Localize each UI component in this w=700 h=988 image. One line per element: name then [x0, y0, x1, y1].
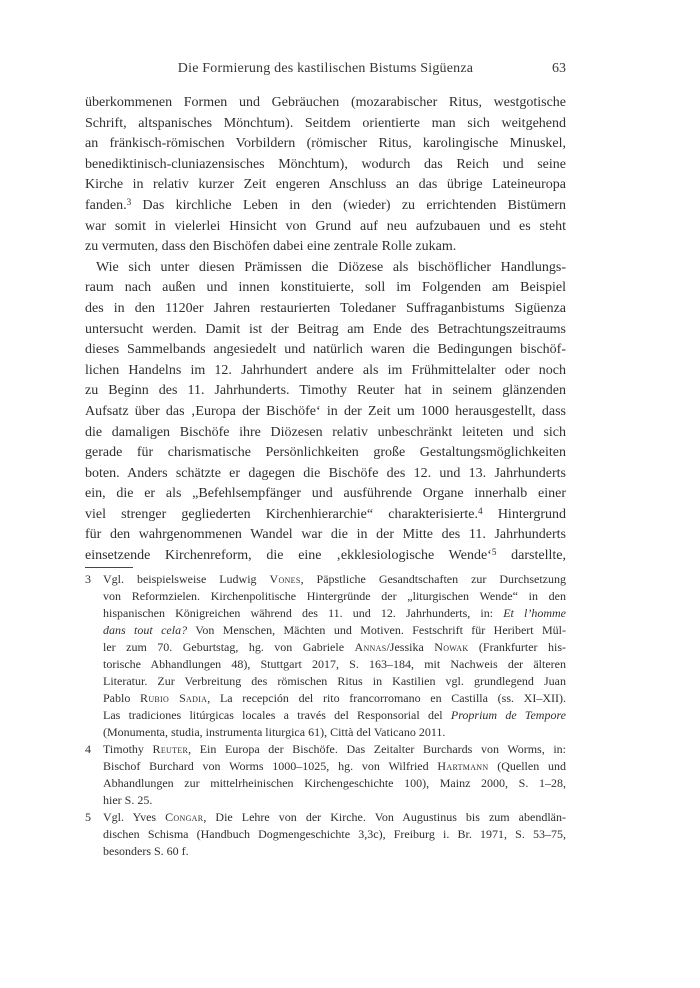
text-run: dieses Sammelbands angesiedelt und natürlich waren die Bedingungen bischöf-: [85, 342, 566, 358]
text-run: Schrift, altspanisches Mönchtum). Seitdem orientierte man sich weitgehend: [85, 115, 566, 131]
body-text-line: [85, 361, 566, 382]
text-run: einsetzende Kirchenreform, die eine ‚ekklesiologische Wende‘: [85, 548, 492, 564]
footnote-number: 4: [85, 742, 91, 756]
body-text-line: [85, 320, 566, 341]
body-text-line: [85, 134, 566, 155]
footnote-line: [85, 826, 566, 843]
footnote-line: [85, 775, 566, 792]
text-run: zu Beginn des 11. Jahrhunderts. Timothy Reuter hat in seinem glänzenden: [85, 383, 566, 399]
running-header-title: Die Formierung des kastilischen Bistums Sigüenza: [177, 61, 474, 76]
text-run: Literatur. Zur Verbreitung des römischen Ritus in Kastilien vgl. grundlegend Juan: [103, 674, 566, 688]
running-header: [85, 60, 566, 78]
text-run: fanden.: [85, 197, 127, 213]
smallcaps-name: Hartmann: [437, 759, 489, 773]
body-text-line: [85, 484, 566, 505]
footnote-line: [85, 571, 566, 588]
footnote-marker: 4: [478, 505, 483, 516]
text-run: überkommenen Formen und Gebräuchen (mozarabischer Ritus, westgotische: [85, 95, 566, 110]
footnotes: [85, 571, 566, 860]
italic-text: Et l’homme: [503, 606, 566, 620]
text-run: boten. Anders schätzte er dagegen die Bischöfe des 12. und 13. Jahrhunderts: [85, 465, 566, 481]
smallcaps-name: Annas: [354, 640, 387, 654]
footnote-line: [85, 588, 566, 605]
text-run: Das kirchliche Leben in den (wieder) zu errichtenden Bistümern: [131, 197, 566, 213]
text-run: , Päpstliche Gesandtschaften zur Durchsetzung: [300, 572, 566, 586]
smallcaps-name: Reuter: [152, 742, 189, 756]
text-run: (Frankfurter his-: [468, 640, 566, 654]
footnote-line: [85, 707, 566, 724]
text-run: dischen Schisma (Handbuch Dogmengeschichte 3,3c), Freiburg i. Br. 1971, S. 53–75,: [103, 827, 566, 841]
footnote-line: [85, 843, 566, 860]
text-run: lichen Handelns im 12. Jahrhundert andere als im Frühmittelalter oder noch: [85, 362, 566, 378]
body-text-line: [85, 258, 566, 279]
text-run: die damaligen Bischöfe ihre Diözesen relativ unbeschränkt leiteten und sich: [85, 424, 566, 440]
body-text-line: [85, 278, 566, 299]
body-text-line: [85, 196, 566, 217]
text-run: torische Abhandlungen 48), Stuttgart 2017, S. 163–184, mit Nachweis der älteren: [103, 657, 566, 671]
body-text: [85, 93, 566, 567]
text-run: Wie sich unter diesen Prämissen die Diözese als bischöflicher Handlungs-: [96, 259, 566, 275]
text-run: (Quellen und: [488, 759, 566, 773]
body-text-line: [85, 340, 566, 361]
footnote-line: [85, 792, 566, 809]
text-run: hispanischen Königreichen während des 11. und 12. Jahrhunderts, in:: [103, 606, 504, 620]
body-text-line: [85, 505, 566, 526]
text-run: untersucht werden. Damit ist der Beitrag am Ende des Betrachtungszeitraums: [85, 321, 566, 337]
footnote-line: [85, 741, 566, 758]
footnote-number: 5: [85, 810, 91, 824]
body-text-line: [85, 237, 566, 258]
text-run: Abhandlungen zur mittelrheinischen Kirchengeschichte 100), Mainz 2000, S. 1–28,: [103, 776, 566, 790]
text-run: Las tradiciones litúrgicas locales a través del Responsorial del: [103, 708, 451, 722]
text-run: an fränkisch-römischen Vorbildern (römischer Ritus, karolingische Minuskel,: [85, 136, 566, 152]
body-text-line: [85, 93, 566, 114]
text-run: , La recepción del rito francorromano en Castilla (ss. XI–XII).: [207, 691, 566, 705]
smallcaps-name: Nowak: [434, 640, 469, 654]
text-run: Timothy: [103, 742, 153, 756]
footnote-line: [85, 690, 566, 707]
text-run: zu vermuten, dass den Bischöfen dabei eine zentrale Rolle zukam.: [85, 239, 457, 255]
text-run: ler zum 70. Geburtstag, hg. von Gabriele: [103, 640, 355, 654]
body-text-line: [85, 175, 566, 196]
body-text-line: [85, 381, 566, 402]
body-text-line: [85, 299, 566, 320]
smallcaps-name: Rubio Sadia: [140, 691, 208, 705]
text-run: von Reformzielen. Kirchenpolitische Hintergründe der „liturgischen Wende“ in den: [103, 589, 566, 603]
body-text-line: [85, 525, 566, 546]
body-text-line: [85, 155, 566, 176]
page-number: 63: [552, 61, 566, 76]
text-run: Kirche in relativ kurzer Zeit engeren Anschluss an das übrige Lateineuropa: [85, 177, 566, 193]
body-text-line: [85, 464, 566, 485]
footnote-line: [85, 622, 566, 639]
footnote-marker: 3: [126, 196, 132, 207]
footnote-number: 3: [85, 572, 91, 586]
text-run: viel strenger gegliederten Kirchenhierarchie“ charakterisierte.: [85, 506, 479, 522]
smallcaps-name: Congar: [165, 810, 204, 824]
italic-text: Proprium de Tempore: [450, 708, 566, 722]
footnote-line: [85, 724, 566, 741]
text-run: besonders S. 60 f.: [103, 844, 189, 858]
text-run: Aufsatz über das ‚Europa der Bischöfe‘ in der Zeit um 1000 herausgestellt, dass: [85, 403, 566, 419]
text-run: , Ein Europa der Bischöfe. Das Zeitalter Burchards von Worms, in:: [188, 742, 566, 756]
footnote-separator: [85, 567, 133, 568]
italic-text: dans tout cela?: [103, 623, 188, 637]
body-text-line: [85, 423, 566, 444]
body-text-line: [85, 114, 566, 135]
footnote-line: [85, 673, 566, 690]
footnote-line: [85, 809, 566, 826]
text-run: , Die Lehre von der Kirche. Von Augustinus bis zum abendlän-: [203, 810, 566, 824]
footnote-line: [85, 605, 566, 622]
text-run: war somit in vielerlei Hinsicht von Grund auf neu aufzubauen und es steht: [85, 218, 566, 234]
text-run: Pablo: [103, 691, 141, 705]
body-text-line: [85, 217, 566, 238]
text-run: Vgl. Yves: [103, 810, 166, 824]
footnote-marker: 5: [491, 546, 497, 557]
text-run: gerade für charismatische Persönlichkeiten große Gestaltungsmöglichkeiten: [85, 445, 566, 461]
text-run: /Jessika: [386, 640, 435, 654]
text-run: Vgl. beispielsweise Ludwig: [103, 572, 270, 586]
text-run: ein, die er als „Befehlsempfänger und ausführende Organe innerhalb einer: [85, 486, 566, 502]
text-run: Hintergrund: [482, 506, 566, 522]
text-run: darstellte,: [496, 548, 566, 564]
text-run: benediktinisch-cluniazensisches Mönchtum), wodurch das Reich und seine: [85, 156, 566, 172]
footnote-line: [85, 758, 566, 775]
body-text-line: [85, 443, 566, 464]
text-run: hier S. 25.: [103, 793, 153, 807]
body-text-line: [85, 546, 566, 567]
body-text-line: [85, 402, 566, 423]
footnote-line: [85, 656, 566, 673]
text-run: des in den 1120er Jahren restaurierten Toledaner Suffraganbistums Sigüenza: [85, 300, 566, 316]
smallcaps-name: Vones: [269, 572, 301, 586]
text-run: Von Menschen, Mächten und Motiven. Festschrift für Heribert Mül-: [187, 623, 566, 637]
text-run: (Monumenta, studia, instrumenta liturgica 61), Città del Vaticano 2011.: [103, 725, 446, 739]
text-run: für den wahrgenommenen Wandel war die in der Mitte des 11. Jahrhunderts: [85, 527, 566, 543]
footnote-line: [85, 639, 566, 656]
text-run: Bischof Burchard von Worms 1000–1025, hg. von Wilfried: [103, 759, 438, 773]
text-run: raum nach außen und innen konstituierte, soll im Folgenden am Beispiel: [85, 280, 566, 296]
